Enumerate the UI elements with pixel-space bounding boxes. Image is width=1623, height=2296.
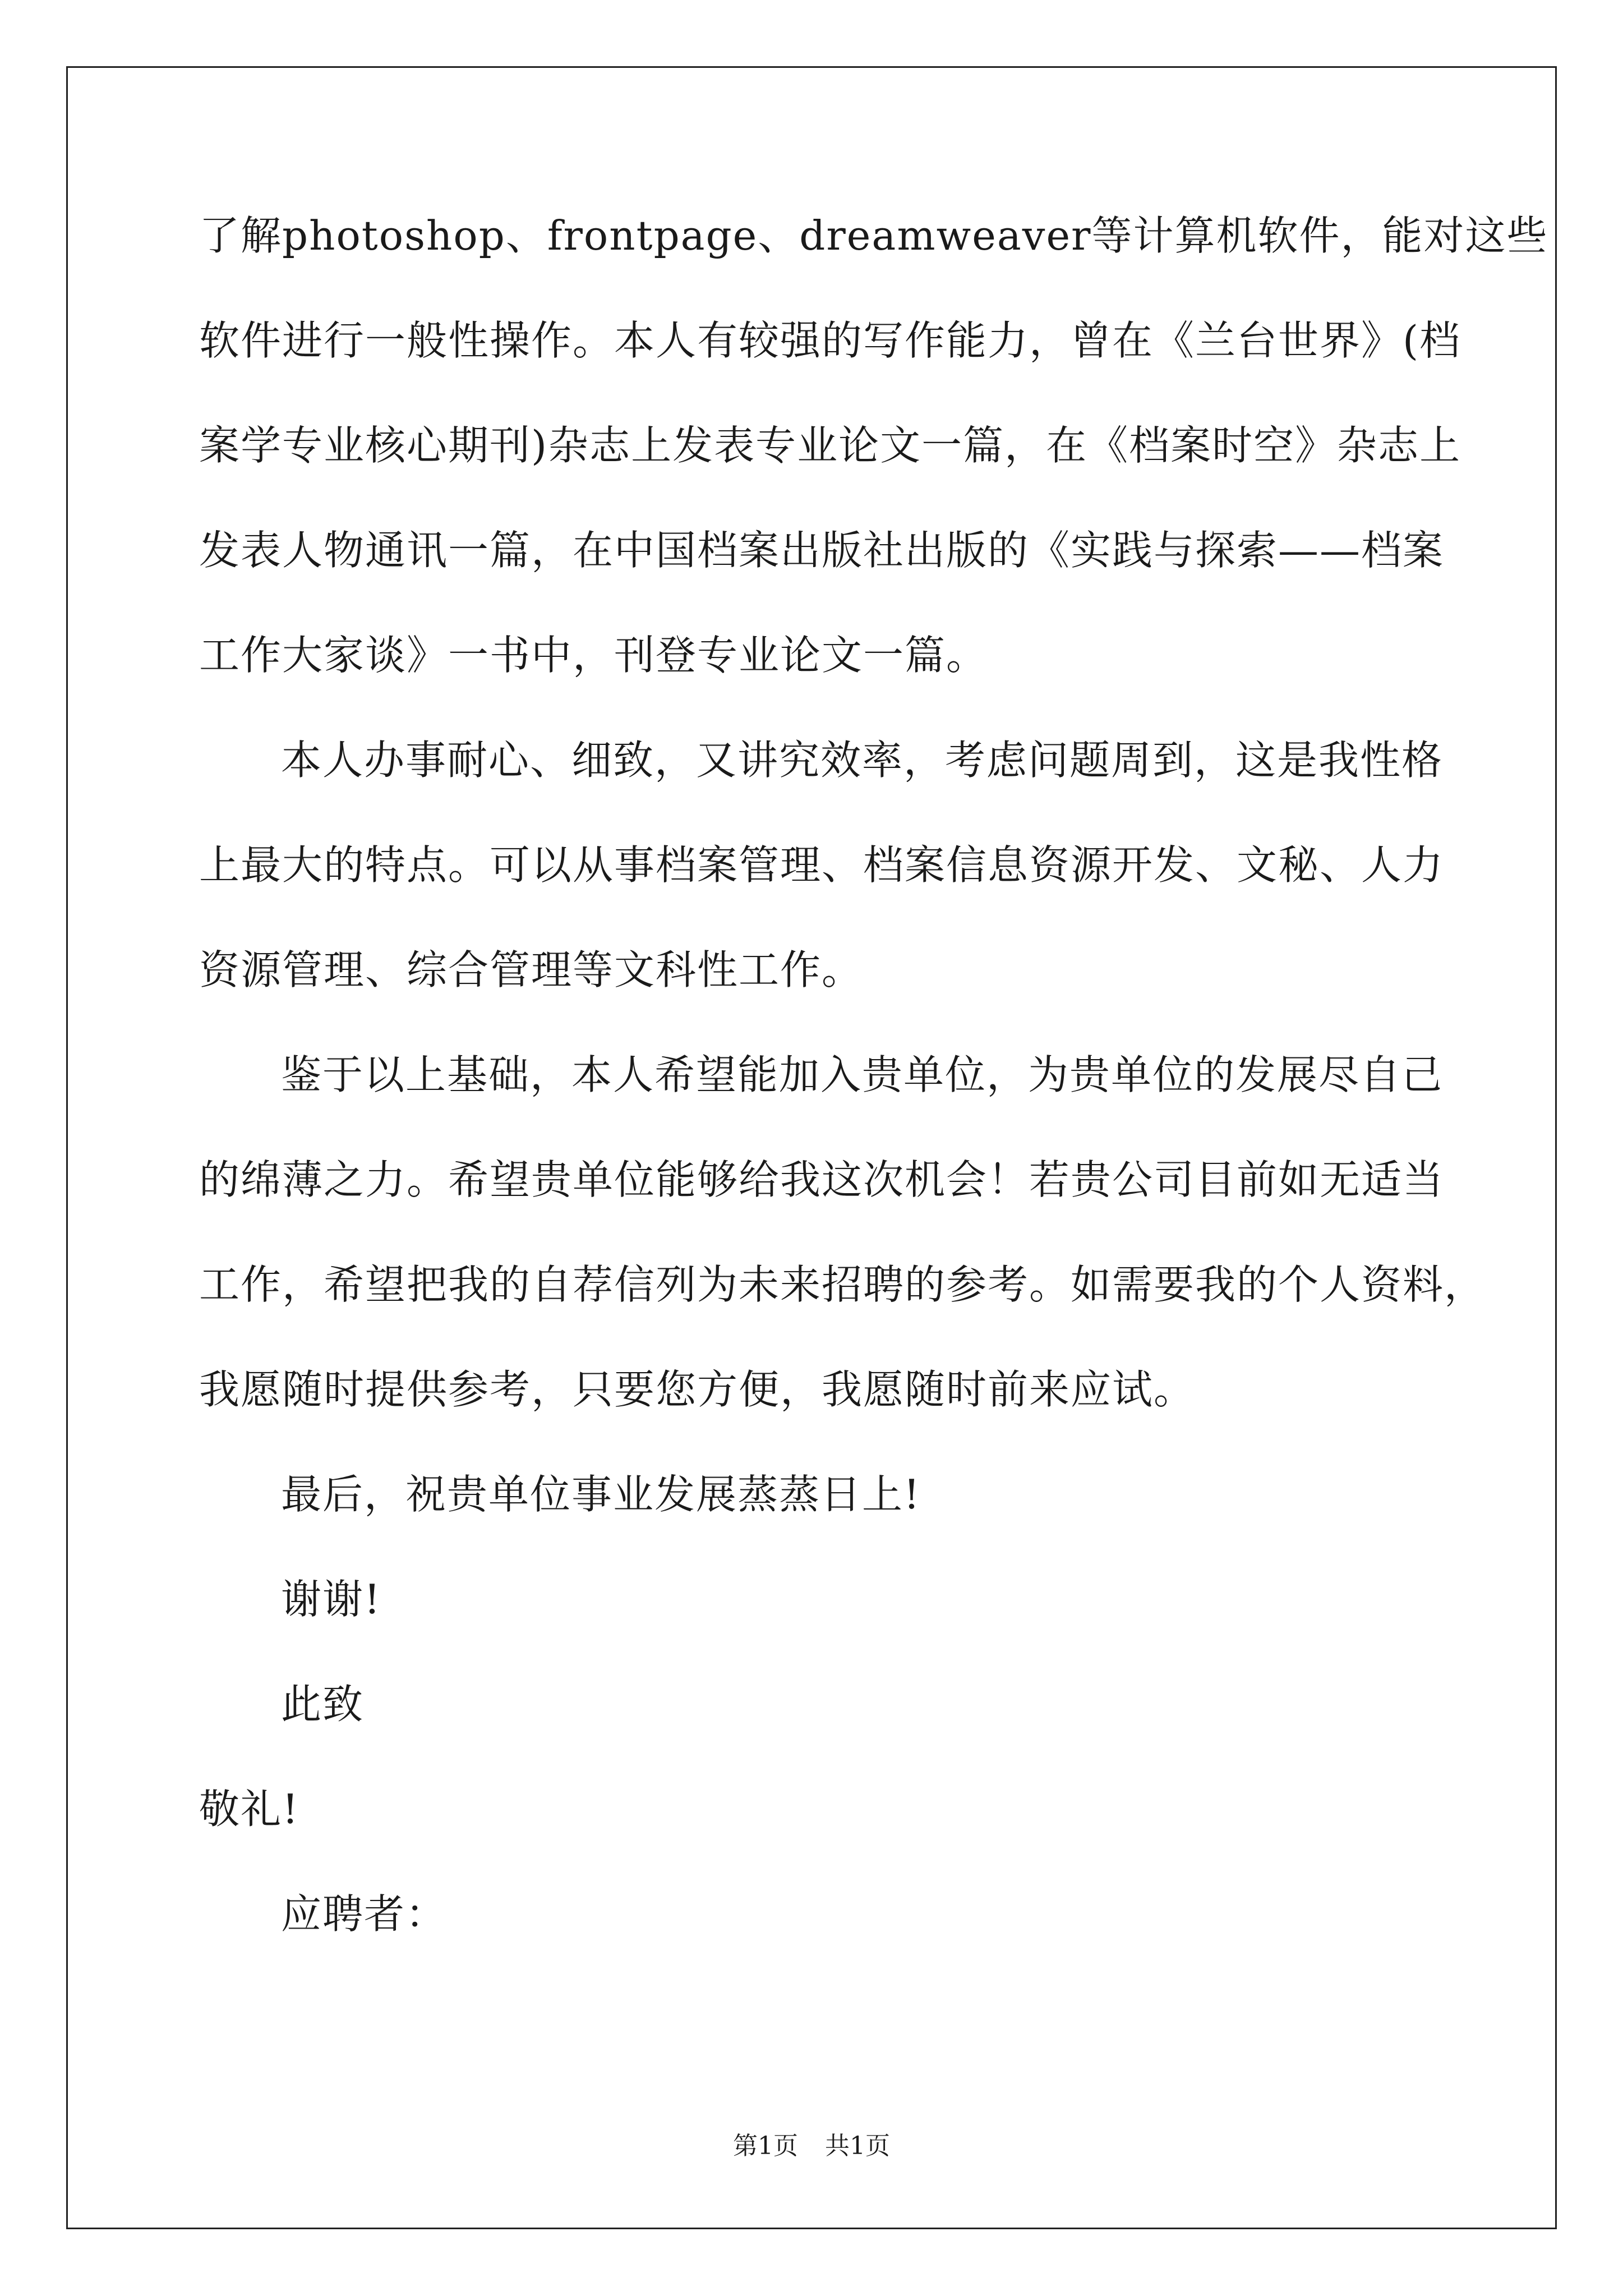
closing-regards: 敬礼! [199, 1786, 299, 1833]
paragraph-3-line-4: 我愿随时提供参考，只要您方便，我愿随时前来应试。 [199, 1366, 1196, 1413]
closing-thanks: 谢谢! [281, 1576, 381, 1623]
paragraph-1-line-4: 发表人物通讯一篇，在中国档案出版社出版的《实践与探索——档案 [199, 527, 1445, 574]
paragraph-2-line-2: 上最大的特点。可以从事档案管理、档案信息资源开发、文秘、人力 [199, 841, 1445, 889]
closing-salutation: 此致 [281, 1681, 365, 1728]
paragraph-3-line-3: 工作，希望把我的自荐信列为未来招聘的参考。如需要我的个人资料， [199, 1261, 1486, 1308]
closing-wish: 最后，祝贵单位事业发展蒸蒸日上! [281, 1471, 921, 1518]
page-footer [0, 2129, 1623, 2163]
page-total: 共1页 [825, 2132, 890, 2160]
paragraph-2-line-1: 本人办事耐心、细致，又讲究效率，考虑问题周到，这是我性格 [281, 737, 1444, 784]
paragraph-3-line-1: 鉴于以上基础，本人希望能加入贵单位，为贵单位的发展尽自己 [281, 1051, 1444, 1098]
paragraph-1-line-2: 软件进行一般性操作。本人有较强的写作能力，曾在《兰台世界》(档 [199, 317, 1461, 364]
paragraph-1-line-5: 工作大家谈》一书中，刊登专业论文一篇。 [199, 632, 988, 679]
applicant-signature-label: 应聘者： [281, 1890, 448, 1938]
paragraph-1-line-3: 案学专业核心期刊)杂志上发表专业论文一篇，在《档案时空》杂志上 [199, 422, 1461, 469]
paragraph-3-line-2: 的绵薄之力。希望贵单位能够给我这次机会！若贵公司目前如无适当 [199, 1156, 1445, 1203]
paragraph-2-line-3: 资源管理、综合管理等文科性工作。 [199, 946, 864, 993]
page-number: 第1页 [733, 2132, 798, 2160]
paragraph-1-line-1: 了解photoshop、frontpage、dreamweaver等计算机软件，能对这些 [199, 212, 1548, 259]
